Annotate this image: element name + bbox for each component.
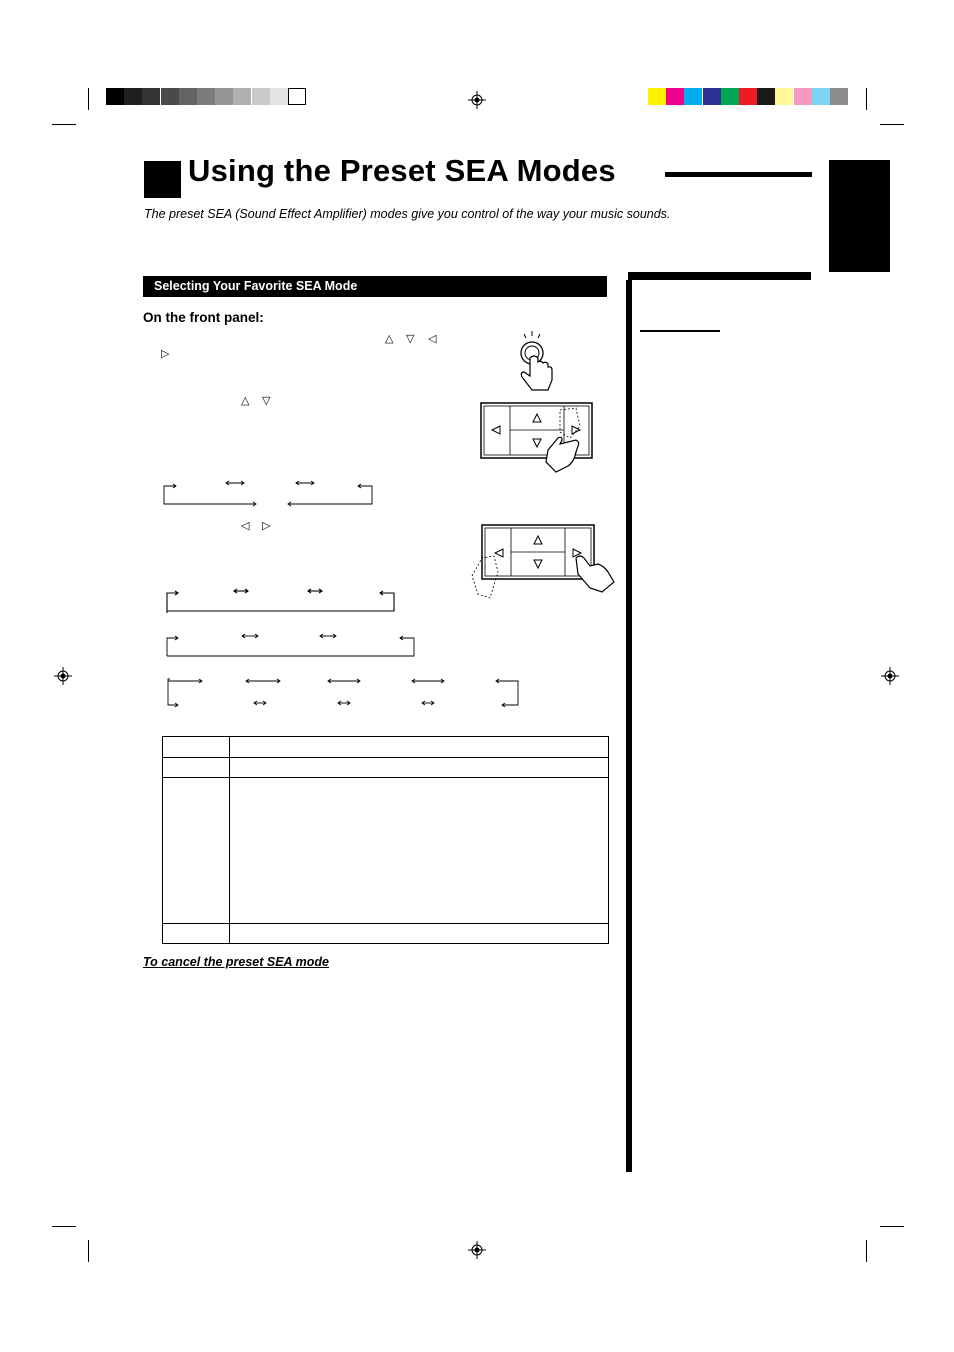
subheading: On the front panel: — [143, 310, 264, 325]
registration-mark-icon — [468, 91, 486, 109]
gray-swatch — [288, 88, 306, 105]
updown-panel-illustration — [480, 402, 596, 474]
color-swatch — [739, 88, 757, 105]
title-marker-square — [144, 161, 181, 198]
table-cell — [230, 758, 609, 778]
gray-swatch — [233, 88, 251, 105]
color-swatch — [812, 88, 830, 105]
right-arrow-icon: ▷ — [262, 520, 271, 532]
title-rule — [665, 172, 812, 177]
mode-cycle-diagram — [160, 585, 400, 615]
color-swatch — [757, 88, 775, 105]
color-swatch — [721, 88, 739, 105]
left-arrow-icon: ◁ — [428, 333, 437, 345]
registration-mark-icon — [468, 1241, 486, 1259]
down-arrow-icon: ▽ — [262, 395, 271, 407]
language-tab — [829, 160, 890, 272]
table-row — [163, 758, 609, 778]
table-cell — [230, 737, 609, 758]
gray-swatch — [179, 88, 197, 105]
crop-mark — [52, 1226, 76, 1227]
table-cell — [163, 924, 230, 944]
crop-mark — [88, 1240, 89, 1262]
pointing-hand-icon — [576, 556, 614, 592]
table-cell — [163, 737, 230, 758]
table-cell — [230, 778, 609, 924]
page-title: Using the Preset SEA Modes — [188, 153, 616, 188]
table-cell — [230, 924, 609, 944]
crop-mark — [880, 1226, 904, 1227]
color-swatch — [648, 88, 666, 105]
right-column-header-bar — [628, 272, 811, 280]
gray-swatch — [124, 88, 142, 105]
left-arrow-icon: ◁ — [241, 520, 250, 532]
color-swatch — [703, 88, 721, 105]
mode-cycle-diagram — [160, 478, 380, 510]
mode-cycle-diagram — [160, 675, 530, 709]
gray-swatch — [197, 88, 215, 105]
intro-text: The preset SEA (Sound Effect Amplifier) modes give you control of the way your music sounds. — [144, 207, 671, 221]
crop-mark — [52, 124, 76, 125]
registration-mark-icon — [54, 667, 72, 685]
right-arrow-icon: ▷ — [161, 348, 170, 360]
gray-swatch — [270, 88, 288, 105]
gray-swatch — [142, 88, 160, 105]
crop-mark — [866, 88, 867, 110]
color-swatch — [794, 88, 812, 105]
table-row — [163, 924, 609, 944]
pointing-hand-icon — [521, 356, 552, 390]
up-arrow-icon: △ — [241, 395, 250, 407]
gray-swatch — [215, 88, 233, 105]
up-arrow-icon: △ — [385, 333, 394, 345]
leftright-panel-illustration — [470, 522, 616, 602]
section-header: Selecting Your Favorite SEA Mode — [143, 276, 607, 297]
crop-mark — [88, 88, 89, 110]
cancel-sea-mode-link[interactable]: To cancel the preset SEA mode — [143, 955, 329, 969]
sea-mode-table — [162, 736, 609, 944]
color-swatch — [666, 88, 684, 105]
gray-swatch — [252, 88, 270, 105]
table-row — [163, 778, 609, 924]
down-arrow-icon: ▽ — [406, 333, 415, 345]
gray-swatch — [161, 88, 179, 105]
color-swatch — [830, 88, 848, 105]
crop-mark — [880, 124, 904, 125]
color-swatch — [775, 88, 793, 105]
gray-swatch — [106, 88, 124, 105]
mode-cycle-diagram — [160, 630, 420, 660]
right-column-underline — [640, 330, 720, 332]
sea-button-press-illustration — [510, 328, 558, 396]
registration-mark-icon — [881, 667, 899, 685]
right-column-divider — [626, 280, 632, 1172]
table-cell — [163, 758, 230, 778]
crop-mark — [866, 1240, 867, 1262]
table-cell — [163, 778, 230, 924]
color-swatch — [684, 88, 702, 105]
table-row — [163, 737, 609, 758]
